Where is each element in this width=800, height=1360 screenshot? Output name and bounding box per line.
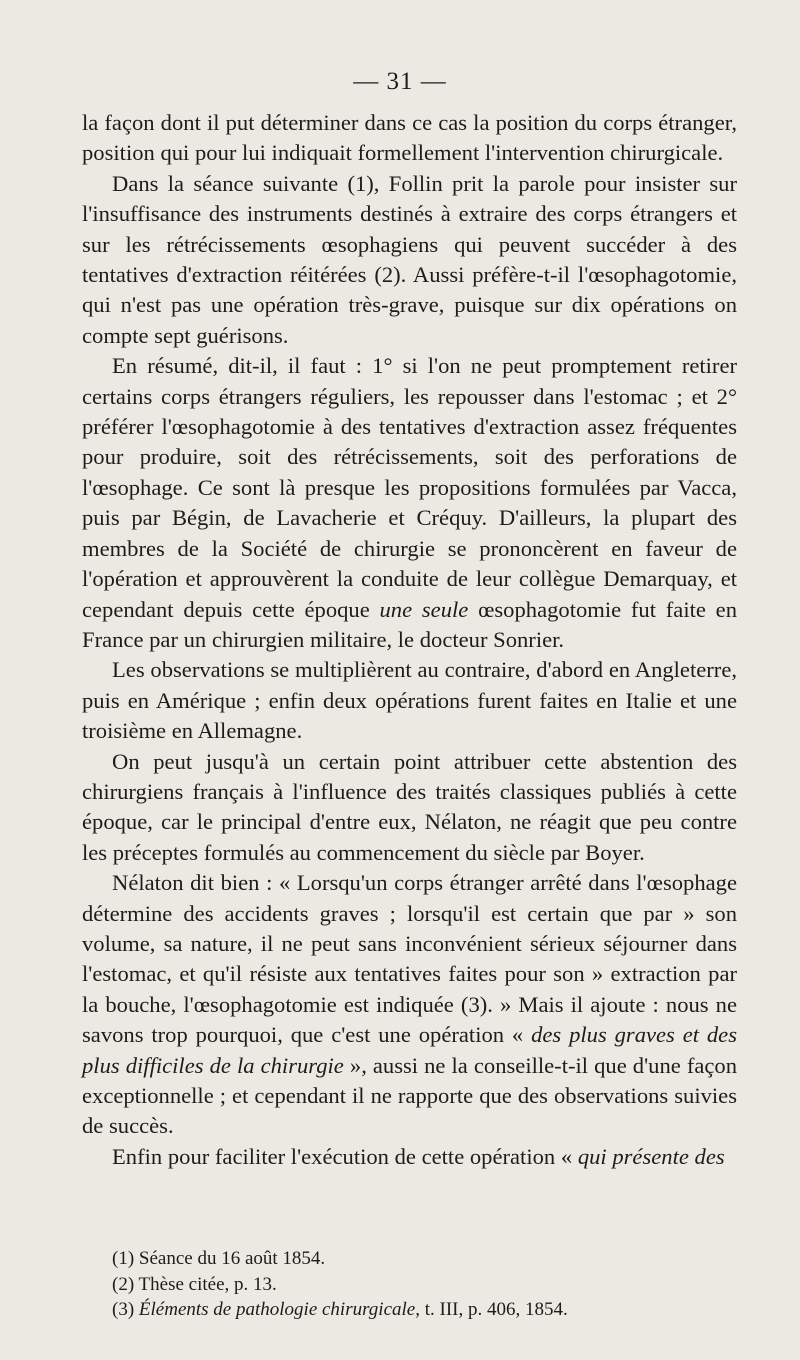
text-run: œsophagotomie fut faite en France par un chirurgien militaire, le docteur Sonrier. <box>82 596 737 652</box>
paragraph <box>82 169 737 351</box>
footnotes <box>112 1246 752 1323</box>
paragraph <box>82 655 737 746</box>
text-run: , t. III, p. 406, 1854. <box>415 1299 568 1320</box>
paragraph <box>82 747 737 869</box>
text-run: », aussi ne la conseille-t-il que d'une façon exceptionnelle ; et cependant il ne rapporte que des observations suivies de succès. <box>82 1052 738 1139</box>
text-run: En résumé, dit-il, il faut : 1° si l'on ne peut promptement retirer certains corps étrangers réguliers, les repousser dans l'estomac ; et 2° préférer l'œsophagotomie à des tentatives d'extraction assez fréquentes pour produire, soit des rétrécissements, soit des perforations de l'œsophage. Ce sont là presque les propositions formulées par Vacca, puis par Bégin, de Lavacherie et Créquy. D'ailleurs, la plupart des membres de la Société de chirurgie se prononcèrent en faveur de l'opération et approuvèrent la conduite de leur collègue Demarquay, et cependant depuis cette époque <box>82 353 737 622</box>
italic-text: Éléments de pathologie chirurgicale <box>138 1299 416 1320</box>
italic-text: une seule <box>379 596 469 622</box>
text-run: (3) <box>112 1299 139 1320</box>
paragraph <box>82 868 737 1142</box>
footnote <box>112 1297 752 1323</box>
text-run: Enfin pour faciliter l'exécution de cette opération « <box>112 1143 578 1169</box>
paragraph <box>82 1142 737 1172</box>
paragraph <box>82 351 737 655</box>
text-run: la façon dont il put déterminer dans ce cas la position du corps étranger, position qui pour lui indiquait formellement l'intervention chirurgicale. <box>82 110 737 166</box>
text-run: Dans la séance suivante (1), Follin prit la parole pour insister sur l'insuffisance des instruments destinés à extraire des corps étrangers et sur les rétrécissements œsophagiens qui peuvent succéder à des tentatives d'extraction réitérées (2). Aussi préfère-t-il l'œsophagotomie, qui n'est pas une opération très-grave, puisque sur dix opérations on compte sept guérisons. <box>82 170 737 348</box>
paragraph <box>82 108 737 169</box>
text-run: (1) Séance du 16 août 1854. <box>112 1248 326 1269</box>
text-run: On peut jusqu'à un certain point attribuer cette abstention des chirurgiens français à l'influence des traités classiques publiés à cette époque, car le principal d'entre eux, Nélaton, ne réagit que peu contre les préceptes formulés au commencement du siècle par Boyer. <box>82 748 737 865</box>
text-run: Nélaton dit bien : « Lorsqu'un corps étranger arrêté dans l'œsophage détermine des accidents graves ; lorsqu'il est certain que par » son volume, sa nature, il ne peut sans inconvénient sérieux séjourner dans l'estomac, et qu'il résiste aux tentatives faites pour son » extraction par la bouche, l'œsophagotomie est indiquée (3). » Mais il ajoute : nous ne savons trop pourquoi, que c'est une opération « <box>82 870 737 1048</box>
italic-text: des plus graves et des plus difficiles de la chirurgie <box>82 1022 737 1078</box>
page-number: — 31 — <box>353 68 447 95</box>
body-text <box>82 108 737 1172</box>
text-run: (2) Thèse citée, p. 13. <box>112 1273 277 1295</box>
italic-text: qui présente des <box>577 1143 725 1169</box>
text-run: Les observations se multiplièrent au contraire, d'abord en Angleterre, puis en Amérique ; enfin deux opérations furent faites en Italie et une troisième en Allemagne. <box>82 657 737 744</box>
footnote <box>112 1272 752 1298</box>
footnote <box>112 1246 752 1272</box>
